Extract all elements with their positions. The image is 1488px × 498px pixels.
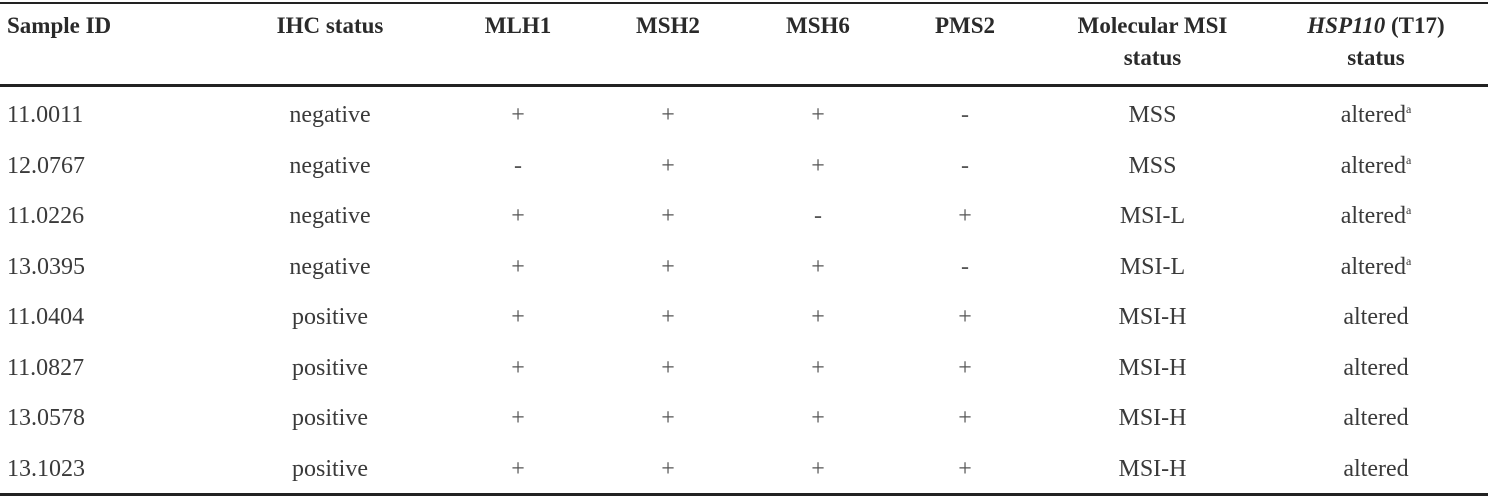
cell-sample-id-text: 13.0578 <box>7 405 85 431</box>
cell-mlh1-text: - <box>514 152 522 179</box>
cell-mlh1 <box>458 242 578 292</box>
header-hsp-line2: status <box>1347 45 1405 70</box>
cell-msi-status-text: MSI-H <box>1118 304 1187 330</box>
cell-msh2 <box>608 292 728 342</box>
cell-msi-status <box>1045 393 1260 443</box>
footnote-marker: a <box>1405 203 1412 217</box>
cell-msh6-text: - <box>814 203 822 229</box>
cell-msh2 <box>608 242 728 292</box>
cell-hsp110-status <box>1276 393 1476 443</box>
table-top-rule <box>0 2 1488 4</box>
cell-msh2-text: + <box>661 152 675 179</box>
cell-hsp110-status <box>1276 90 1476 140</box>
cell-sample-id <box>7 343 207 393</box>
cell-msh6 <box>758 343 878 393</box>
cell-pms2 <box>905 90 1025 140</box>
cell-pms2-text: - <box>961 102 969 128</box>
cell-msh6 <box>758 292 878 342</box>
cell-msh6-text: + <box>811 102 825 128</box>
header-sample-id-label: Sample ID <box>7 13 112 38</box>
cell-mlh1-text: + <box>511 455 525 482</box>
header-mlh1 <box>458 10 578 82</box>
cell-hsp110-status-text: altered <box>1343 405 1409 431</box>
cell-pms2 <box>905 141 1025 191</box>
cell-hsp110-status-text: altered <box>1343 354 1409 381</box>
cell-ihc-status <box>250 343 410 393</box>
table-row <box>0 90 1488 140</box>
cell-msi-status-text: MSS <box>1128 152 1177 179</box>
cell-pms2 <box>905 191 1025 241</box>
cell-msi-status-text: MSI-L <box>1119 203 1186 229</box>
cell-ihc-status-text: positive <box>292 405 368 431</box>
footnote-marker: a <box>1405 102 1412 116</box>
cell-hsp110-status-text: altered <box>1340 203 1406 229</box>
cell-msh6-text: + <box>811 405 825 431</box>
header-msh2 <box>608 10 728 82</box>
cell-hsp110-status <box>1276 292 1476 342</box>
table-row <box>0 242 1488 292</box>
header-msi-line1: Molecular MSI <box>1077 13 1228 38</box>
header-ihc-status-label: IHC status <box>276 13 384 38</box>
cell-msh2 <box>608 141 728 191</box>
cell-ihc-status <box>250 292 410 342</box>
header-mlh1-label: MLH1 <box>484 13 552 38</box>
cell-hsp110-status <box>1276 242 1476 292</box>
cell-ihc-status-text: negative <box>289 203 371 229</box>
header-hsp-suffix: (T17) <box>1385 13 1445 38</box>
table-row <box>0 444 1488 494</box>
cell-ihc-status-text: negative <box>289 253 371 280</box>
cell-sample-id <box>7 90 207 140</box>
cell-pms2-text: - <box>961 253 969 280</box>
cell-pms2-text: + <box>958 354 972 381</box>
cell-hsp110-status <box>1276 343 1476 393</box>
cell-mlh1-text: + <box>511 102 525 128</box>
header-hsp-line1 <box>1276 10 1476 42</box>
cell-msi-status-text: MSI-L <box>1119 253 1186 280</box>
cell-hsp110-status-text: altered <box>1343 455 1409 482</box>
cell-pms2-text: + <box>958 455 972 482</box>
cell-msh6-text: + <box>811 304 825 330</box>
header-hsp-gene: HSP110 <box>1307 13 1386 38</box>
cell-sample-id-text: 13.1023 <box>7 455 85 482</box>
cell-ihc-status <box>250 393 410 443</box>
cell-ihc-status-text: positive <box>292 455 368 482</box>
cell-msh2-text: + <box>661 455 675 482</box>
cell-hsp110-status <box>1276 444 1476 494</box>
cell-ihc-status <box>250 90 410 140</box>
cell-pms2 <box>905 242 1025 292</box>
cell-mlh1 <box>458 292 578 342</box>
cell-ihc-status-text: positive <box>292 354 368 381</box>
cell-ihc-status <box>250 242 410 292</box>
cell-msi-status <box>1045 90 1260 140</box>
cell-msh2 <box>608 393 728 443</box>
cell-mlh1 <box>458 444 578 494</box>
cell-msh2-text: + <box>661 405 675 431</box>
header-msh6 <box>758 10 878 82</box>
footnote-marker: a <box>1405 152 1412 167</box>
cell-pms2 <box>905 292 1025 342</box>
cell-sample-id-text: 12.0767 <box>7 152 85 179</box>
cell-msi-status <box>1045 242 1260 292</box>
cell-pms2 <box>905 393 1025 443</box>
cell-ihc-status <box>250 141 410 191</box>
table-row <box>0 292 1488 342</box>
cell-sample-id-text: 13.0395 <box>7 253 85 280</box>
header-msi-line2: status <box>1123 45 1182 70</box>
cell-msi-status <box>1045 444 1260 494</box>
cell-msh2 <box>608 191 728 241</box>
table-row <box>0 191 1488 241</box>
cell-msh6-text: + <box>811 152 825 179</box>
cell-hsp110-status <box>1276 141 1476 191</box>
header-pms2 <box>905 10 1025 82</box>
cell-sample-id-text: 11.0011 <box>7 102 84 128</box>
cell-msi-status <box>1045 191 1260 241</box>
cell-mlh1 <box>458 90 578 140</box>
header-hsp110-status <box>1276 10 1476 82</box>
cell-pms2 <box>905 343 1025 393</box>
cell-mlh1 <box>458 141 578 191</box>
cell-mlh1-text: + <box>511 253 525 280</box>
cell-sample-id-text: 11.0827 <box>7 354 85 381</box>
table-row <box>0 141 1488 191</box>
cell-ihc-status-text: positive <box>292 304 368 330</box>
header-msh6-label: MSH6 <box>786 13 850 38</box>
cell-hsp110-status <box>1276 191 1476 241</box>
cell-sample-id <box>7 242 207 292</box>
cell-msi-status-text: MSI-H <box>1118 455 1187 482</box>
cell-pms2 <box>905 444 1025 494</box>
cell-msi-status <box>1045 292 1260 342</box>
cell-sample-id <box>7 444 207 494</box>
cell-hsp110-status-text: altered <box>1340 102 1406 128</box>
cell-msh2-text: + <box>661 354 675 381</box>
cell-ihc-status <box>250 444 410 494</box>
cell-mlh1-text: + <box>511 354 525 381</box>
cell-pms2-text: + <box>958 304 972 330</box>
cell-msh2-text: + <box>661 304 675 330</box>
cell-msh6-text: + <box>811 354 825 381</box>
cell-msh6-text: + <box>811 253 825 280</box>
cell-msh6 <box>758 141 878 191</box>
cell-mlh1-text: + <box>511 304 525 330</box>
cell-msh6 <box>758 191 878 241</box>
cell-msh2-text: + <box>661 102 675 128</box>
cell-hsp110-status-text: altered <box>1340 152 1406 179</box>
cell-mlh1 <box>458 191 578 241</box>
cell-sample-id-text: 11.0404 <box>7 304 85 330</box>
cell-hsp110-status-text: altered <box>1343 304 1409 330</box>
cell-msh6 <box>758 90 878 140</box>
cell-sample-id <box>7 191 207 241</box>
cell-msh2-text: + <box>661 203 675 229</box>
cell-mlh1 <box>458 393 578 443</box>
cell-msh6 <box>758 444 878 494</box>
table-row <box>0 343 1488 393</box>
cell-msh6 <box>758 242 878 292</box>
cell-sample-id <box>7 393 207 443</box>
cell-msi-status-text: MSI-H <box>1118 405 1187 431</box>
header-msh2-label: MSH2 <box>636 13 700 38</box>
table-bottom-rule <box>0 493 1488 496</box>
header-divider-rule <box>0 84 1488 87</box>
header-molecular-msi-status <box>1045 10 1260 82</box>
header-pms2-label: PMS2 <box>934 13 996 38</box>
cell-hsp110-status-text: altered <box>1340 253 1406 280</box>
cell-pms2-text: + <box>958 203 972 229</box>
header-sample-id <box>7 10 207 82</box>
cell-sample-id <box>7 141 207 191</box>
cell-mlh1-text: + <box>511 203 525 229</box>
cell-ihc-status-text: negative <box>289 102 371 128</box>
header-ihc-status <box>250 10 410 82</box>
cell-pms2-text: - <box>961 152 969 179</box>
cell-sample-id-text: 11.0226 <box>7 203 85 229</box>
cell-pms2-text: + <box>958 405 972 431</box>
cell-mlh1-text: + <box>511 405 525 431</box>
cell-msh2 <box>608 444 728 494</box>
cell-msh6 <box>758 393 878 443</box>
cell-msi-status <box>1045 343 1260 393</box>
cell-msh2 <box>608 343 728 393</box>
cell-msi-status-text: MSS <box>1128 102 1177 128</box>
cell-ihc-status <box>250 191 410 241</box>
cell-mlh1 <box>458 343 578 393</box>
table-row <box>0 393 1488 443</box>
cell-msh2-text: + <box>661 253 675 280</box>
footnote-marker: a <box>1405 253 1412 268</box>
cell-msh6-text: + <box>811 455 825 482</box>
cell-msi-status <box>1045 141 1260 191</box>
cell-sample-id <box>7 292 207 342</box>
cell-msh2 <box>608 90 728 140</box>
cell-ihc-status-text: negative <box>289 152 371 179</box>
cell-msi-status-text: MSI-H <box>1118 354 1187 381</box>
